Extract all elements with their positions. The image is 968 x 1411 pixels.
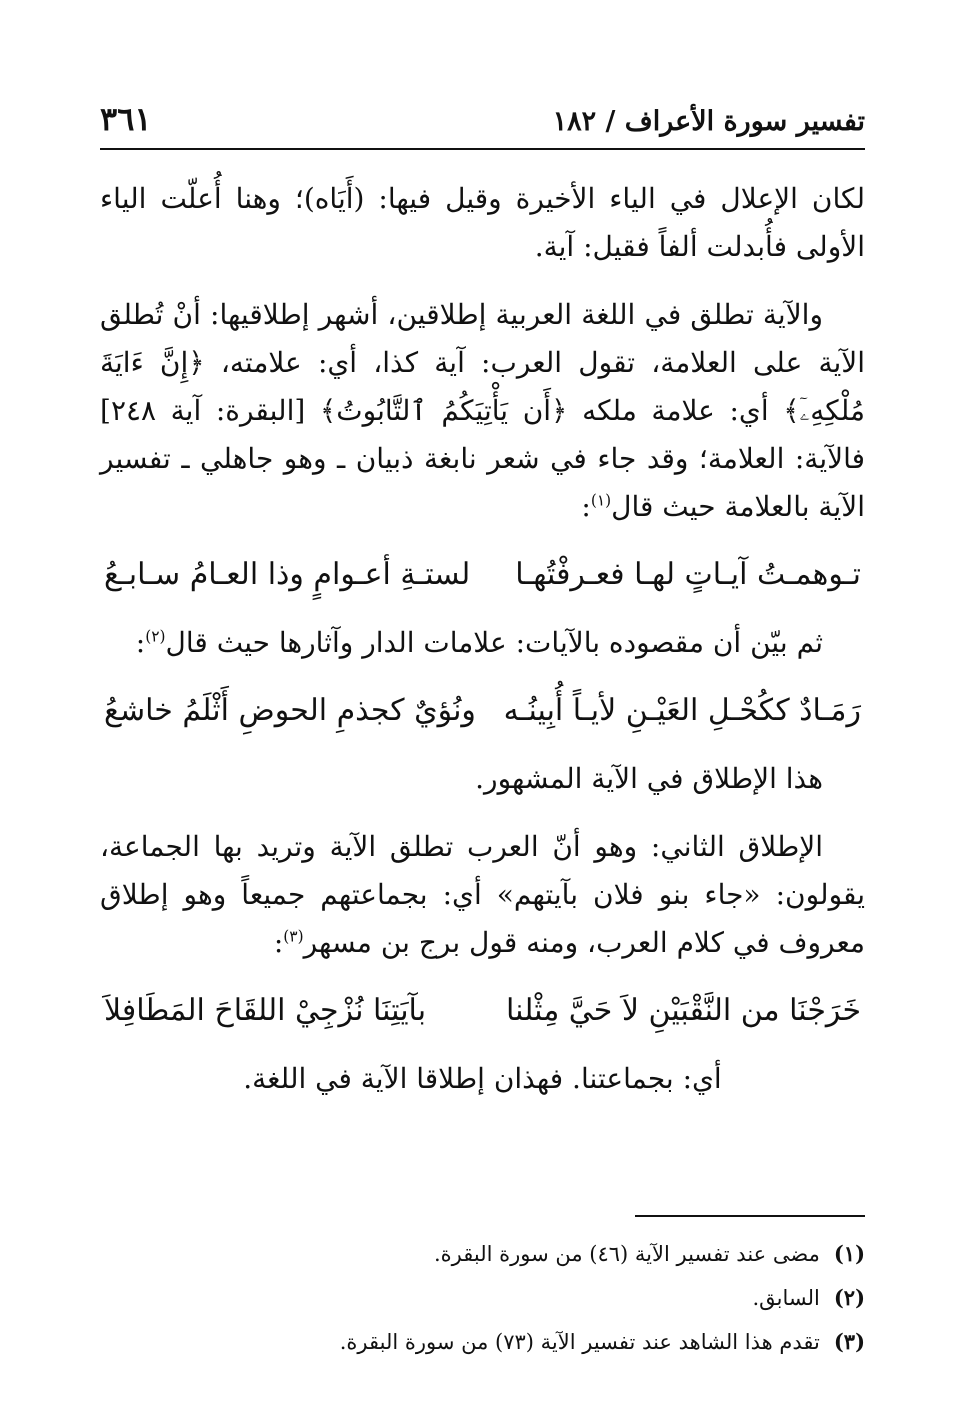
paragraph-1: لكان الإعلال في الياء الأخيرة وقيل فيها: (أَيَاه)؛ وهنا أُعلّت الياء الأولى فأُبدلت ألفاً فقيل: آية. [100,182,865,263]
verse-1-first-hemistich: تـوهمـتُ آيـاتٍ لهـا فعـرفْتُهـا [515,557,861,592]
footnote-1-mark: (١) [833,1241,865,1266]
paragraph-5-text: الإطلاق الثاني: وهو أنّ العرب تطلق الآية وتريد بها الجماعة، يقولون: «جاء بنو فلان بآيتهم» أي: بجماعتهم جميعاً وهو إطلاق معروف في كلام العرب، ومنه قول برج بن مسهر [100,830,865,959]
paragraph-2-text: والآية تطلق في اللغة العربية إطلاقين، أشهر إطلاقيها: أنْ تُطلق الآية على العلامة، تقول العرب: آية كذا، أي: علامته، ﴿إِنَّ ءَايَةَ مُلْكِهِۦٓ﴾ أي: علامة ملكه ﴿أَن يَأْتِيَكُمُ ٱلتَّابُوتُ﴾ [البقرة: آية ٢٤٨] فالآية: العلامة؛ وقد جاء في شعر نابغة ذبيان ـ وهو جاهلي ـ تفسير الآية بالعلامة حيث قال [100,298,865,523]
paragraph-2 [100,291,865,531]
footnote-1 [105,1232,865,1276]
footnote-2 [105,1276,865,1320]
paragraph-3-text: ثم بيّن أن مقصوده بالآيات: علامات الدار وآثارها حيث قال [165,626,823,659]
verse-2 [100,687,865,735]
footnote-2-text: السابق. [752,1286,820,1310]
paragraph-3-colon: : [135,626,146,659]
running-title: تفسير سورة الأعراف / ١٨٢ [552,106,865,137]
paragraph-3 [100,619,865,667]
running-header [100,100,865,150]
footnote-ref-1: (١) [590,491,612,510]
footnote-separator [635,1215,865,1217]
paragraph-2-colon: : [581,490,591,523]
footnote-1-text: مضى عند تفسير الآية (٤٦) من سورة البقرة. [433,1242,820,1266]
verse-1 [100,551,865,599]
footnote-3-text: تقدم هذا الشاهد عند تفسير الآية (٧٣) من سورة البقرة. [339,1330,820,1354]
paragraph-6: أي: بجماعتنا. فهذان إطلاقا الآية في اللغة. [243,1062,722,1095]
paragraph-4: هذا الإطلاق في الآية المشهور. [475,762,823,795]
page-number: ٣٦١ [100,100,152,138]
verse-3-first-hemistich: خَرَجْنَا من النَّقْبَيْنِ لاَ حَيَّ مِثْلنا [506,993,861,1028]
footnote-ref-3: (٣) [283,927,304,946]
verse-2-first-hemistich: رَمَـادٌ ككُحْـلِ العَيْـنِ لأيـاً أُبِينُـه [503,693,861,728]
footnote-3 [105,1320,865,1364]
footnote-2-mark: (٢) [833,1285,865,1310]
footnote-3-mark: (٣) [833,1329,865,1354]
footnotes [105,1232,865,1364]
verse-1-second-hemistich: لستـةِ أعـوامٍ وذا العـامُ سـابـعُ [104,557,471,592]
footnote-ref-2: (٢) [145,627,166,646]
paragraph-5-colon: : [273,926,284,959]
verse-3 [100,987,865,1035]
verse-3-second-hemistich: بآيَتِنَا نُزْجِيْ اللقَاحَ المَطَافِلاَ [104,993,427,1028]
main-text [100,175,865,1103]
paragraph-5 [100,823,865,967]
verse-2-second-hemistich: ونُؤيٌ كجذمِ الحوضِ أَثْلَمُ خاشعُ [104,693,476,728]
